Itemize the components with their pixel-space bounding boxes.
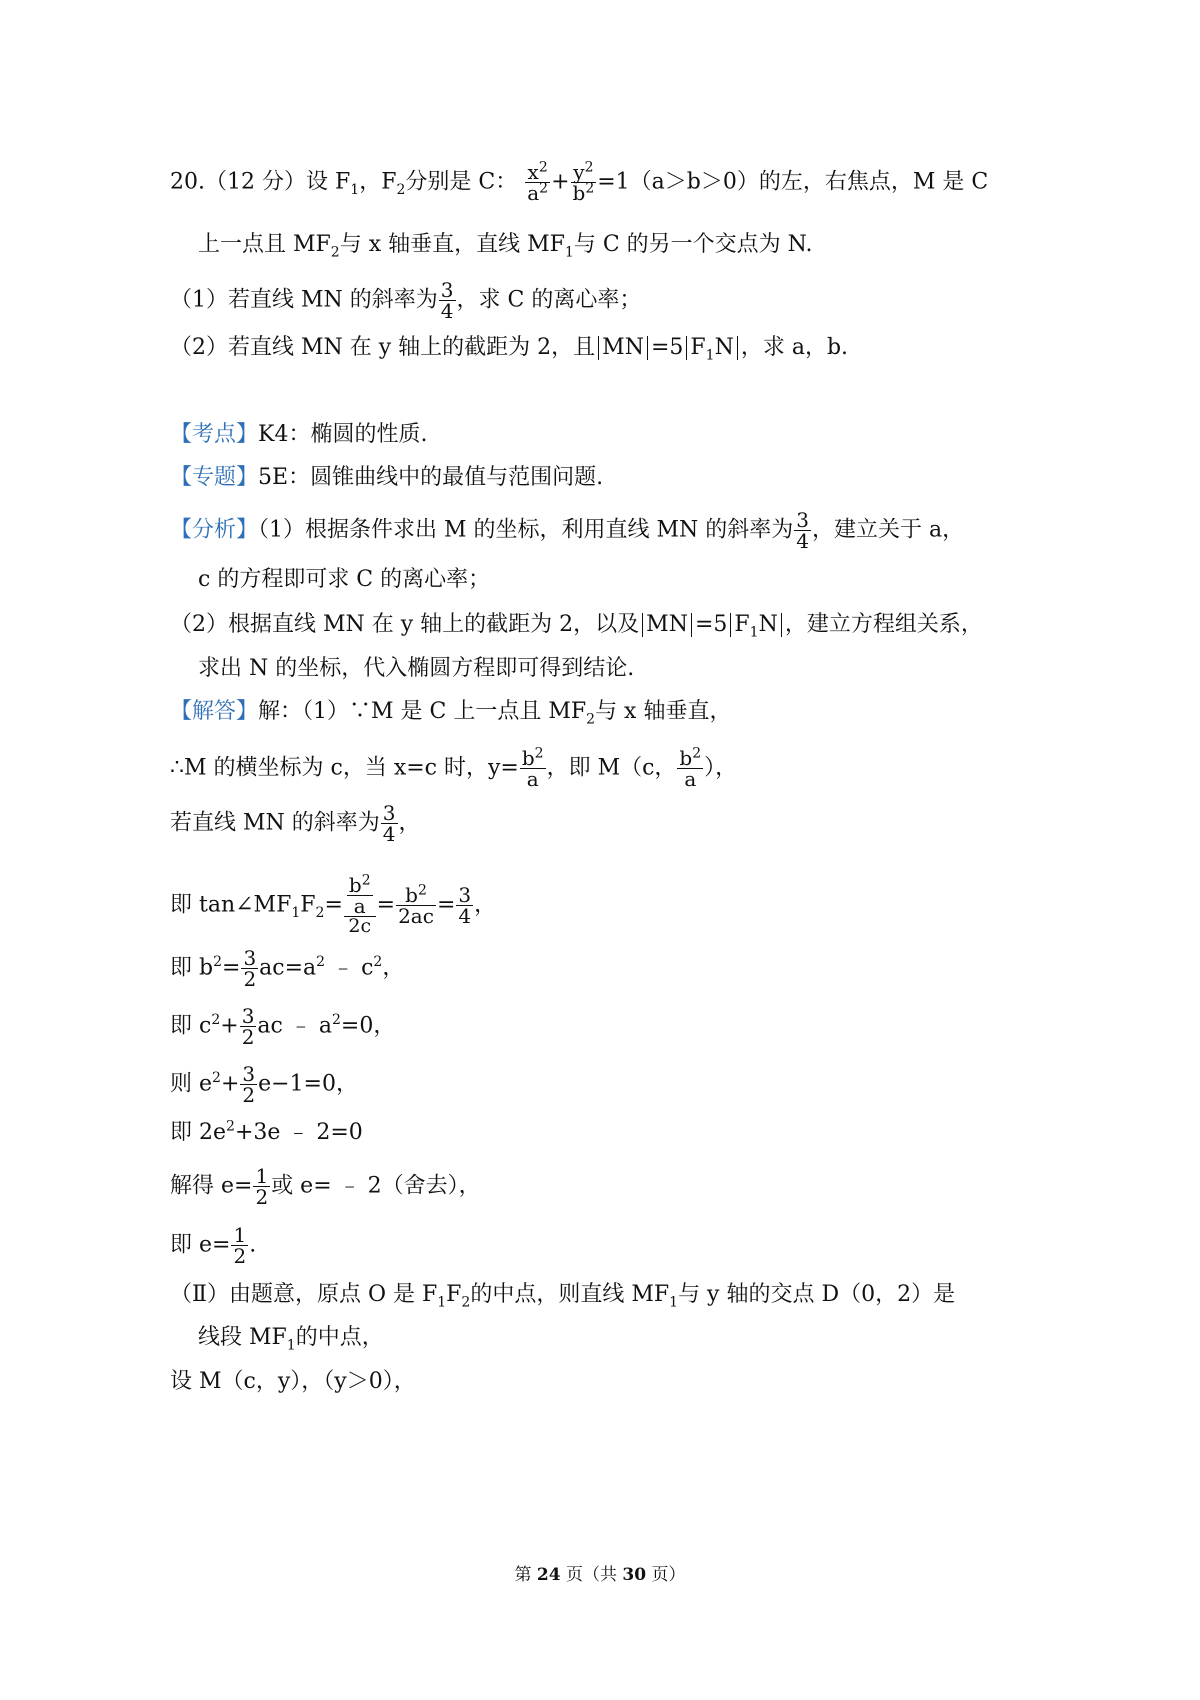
- jieda-line-2: ∴M 的横坐标为 c，当 x=c 时，y= $\frac{b^2}{a}$ ，即 M（c， $\frac{b^2}{a}$ ），: [170, 745, 738, 791]
- jieda-line-3: 若直线 MN 的斜率为 $\frac{3}{4}$ ，: [170, 801, 421, 846]
- jieda-line-5: 即 $b^2=$ $\frac{3}{2}$ $ac=a^2$ ﹣ $c^2$，: [170, 946, 405, 991]
- jieda-tag: 【解答】: [170, 699, 259, 724]
- jieda-line-tan: 即 $\tan\angle MF_1F_2=$ $\frac{\frac{b^2}{a}}{2c}$ = $\frac{b^2}{2ac}$ = $\frac{3}{4}$ ，: [170, 872, 497, 937]
- compound-fraction: $\frac{\frac{b^2}{a}}{2c}$: [344, 875, 376, 936]
- fraction-y2-b2: $\frac{y^2}{b^2}$: [572, 159, 595, 205]
- jieda-line-11: （Ⅱ）由题意，原点 O 是 $F_1F_2$的中点，则直线 $MF_1$与 y 轴的交点 D（0，2）是: [170, 1282, 956, 1311]
- problem-score: （12 分）: [205, 169, 306, 195]
- total-pages: 30: [622, 1565, 647, 1585]
- jieda-line-13: 设 M（c，y），（y＞0），: [170, 1369, 416, 1394]
- fenxi-line-2: c 的方程即可求 C 的离心率；: [198, 567, 491, 592]
- kaodian-tag: 【考点】: [170, 422, 259, 447]
- jieda-line-6: 即 $c^2+$ $\frac{3}{2}$ ac ﹣ $a^2=0$，: [170, 1004, 396, 1049]
- fenxi-line-3: （2）根据直线 MN 在 y 轴上的截距为 2，以及 MN =5 $F_1N$ ，建立方程组关系，: [170, 612, 983, 641]
- kaodian-line: 【考点】K4：椭圆的性质.: [170, 422, 428, 447]
- fenxi-line-4: 求出 N 的坐标，代入椭圆方程即可得到结论.: [198, 656, 635, 681]
- zhuanti-tag: 【专题】: [170, 465, 259, 490]
- fraction-3-4: $\frac{3}{4}$: [440, 278, 454, 323]
- page-number: 24: [536, 1565, 561, 1585]
- jieda-line-8: 即 $2e^2+3e$ ﹣ 2=0: [170, 1118, 363, 1145]
- jieda-line-10: 即 e= $\frac{1}{2}$ .: [170, 1223, 257, 1268]
- problem-line-2: 上一点且 $MF_2$与 x 轴垂直，直线 $MF_1$与 C 的另一个交点为 N.: [198, 232, 813, 261]
- problem-number: 20.: [170, 169, 205, 195]
- problem-line-1: 20.（12 分）设 $F_1$，$F_2$分别是 C： $\frac{x^2}{a^2}$ + $\frac{y^2}{b^2}$ =1（a＞b＞0）的左，右焦点，M 是 C: [170, 159, 989, 205]
- zhuanti-line: 【专题】5E：圆锥曲线中的最值与范围问题.: [170, 465, 604, 490]
- jieda-line-1: 【解答】解：（1）∵M 是 C 上一点且 $MF_2$与 x 轴垂直，: [170, 699, 732, 728]
- page-footer: 第 24 页（共 30 页）: [514, 1565, 686, 1585]
- question-1: （1）若直线 MN 的斜率为 $\frac{3}{4}$ ，求 C 的离心率；: [170, 278, 642, 323]
- jieda-line-9: 解得 e= $\frac{1}{2}$ 或 e= ﹣ 2（舍去），: [170, 1164, 481, 1209]
- fraction-x2-a2: $\frac{x^2}{a^2}$: [527, 159, 549, 205]
- jieda-line-12: 线段 $MF_1$的中点，: [198, 1325, 384, 1354]
- fenxi-tag: 【分析】: [170, 517, 259, 543]
- question-2: （2）若直线 MN 在 y 轴上的截距为 2，且 MN =5 $F_1N$ ，求 a，b.: [170, 335, 849, 364]
- jieda-line-7: 则 $e^2+$ $\frac{3}{2}$ e−1=0，: [170, 1062, 358, 1107]
- fenxi-line-1: 【分析】（1）根据条件求出 M 的坐标，利用直线 MN 的斜率为 $\frac{3}{4}$ ，建立关于 a，: [170, 508, 965, 553]
